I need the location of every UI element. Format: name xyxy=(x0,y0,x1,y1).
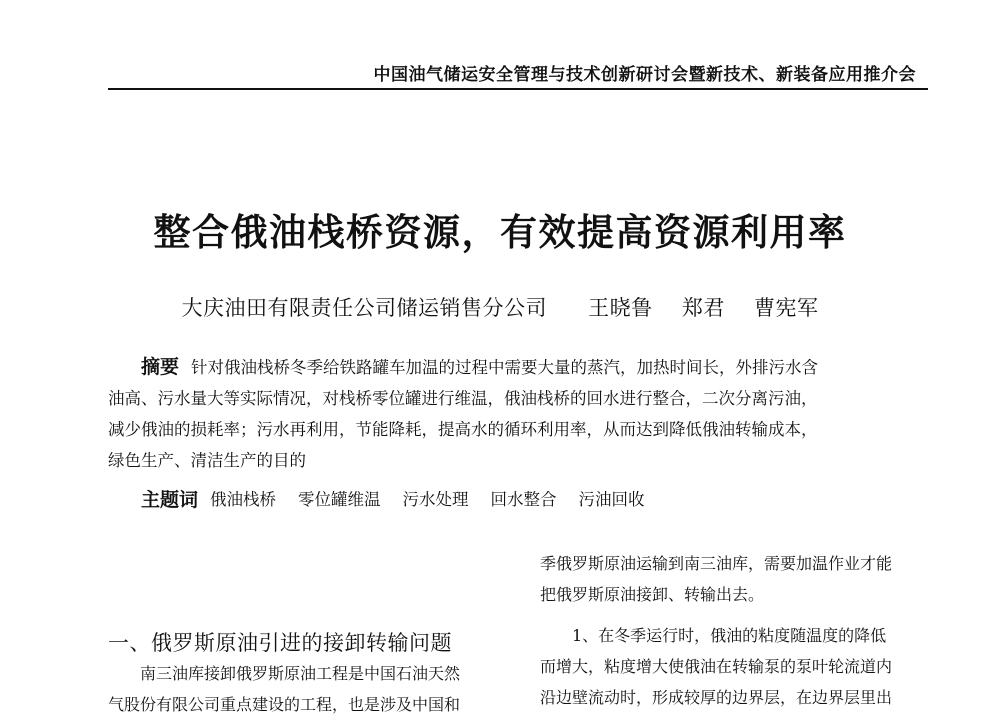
author-name: 王晓鲁 xyxy=(588,296,653,320)
section-heading: 一、俄罗斯原油引进的接卸转输问题 xyxy=(108,631,452,655)
paragraph-line: 气股份有限公司重点建设的工程，也是涉及中国和 xyxy=(108,695,461,714)
abstract-line: 绿色生产、清洁生产的目的 xyxy=(108,451,306,470)
keyword: 零位罐维温 xyxy=(298,490,381,509)
left-column xyxy=(108,628,503,720)
author-name: 郑君 xyxy=(681,296,725,320)
paragraph-line: 南三油库接卸俄罗斯原油工程是中国石油天然 xyxy=(140,664,461,683)
abstract-line: 减少俄油的损耗率；污水再利用，节能降耗，提高水的循环利用率，从而达到降低俄油转输成本， xyxy=(108,420,818,439)
paper-title: 整合俄油栈桥资源，有效提高资源利用率 xyxy=(153,211,847,254)
paragraph-line: 而增大，粘度增大使俄油在转输泵的泵叶轮流道内 xyxy=(540,657,893,676)
keyword: 污水处理 xyxy=(402,490,469,509)
keyword: 污油回收 xyxy=(578,490,645,509)
running-header xyxy=(108,60,928,90)
paragraph-line: 1、在冬季运行时，俄油的粘度随温度的降低 xyxy=(572,626,887,645)
abstract xyxy=(108,352,930,476)
author-line xyxy=(0,292,1000,322)
author-name: 曹宪军 xyxy=(754,296,819,320)
author-organization: 大庆油田有限责任公司储运销售分公司 xyxy=(181,296,547,320)
conference-name: 中国油气储运安全管理与技术创新研讨会暨新技术、新装备应用推介会 xyxy=(373,65,916,85)
abstract-label: 摘要 xyxy=(141,356,180,378)
keyword: 俄油栈桥 xyxy=(210,490,277,509)
keywords xyxy=(141,482,667,514)
paragraph-line: 沿边壁流动时，形成较厚的边界层，在边界层里出 xyxy=(540,688,893,707)
paragraph-line: 把俄罗斯原油接卸、转输出去。 xyxy=(540,585,765,604)
paragraph-line: 季俄罗斯原油运输到南三油库，需要加温作业才能 xyxy=(540,554,893,573)
abstract-line: 摘要 针对俄油栈桥冬季给铁路罐车加温的过程中需要大量的蒸汽，加热时间长，外排污水含 xyxy=(141,356,819,378)
abstract-line: 油高、污水量大等实际情况，对栈桥零位罐进行维温，俄油栈桥的回水进行整合，二次分离污油， xyxy=(108,389,818,408)
keyword: 回水整合 xyxy=(490,490,557,509)
keywords-label: 主题词 xyxy=(141,488,199,511)
right-column xyxy=(540,548,930,713)
